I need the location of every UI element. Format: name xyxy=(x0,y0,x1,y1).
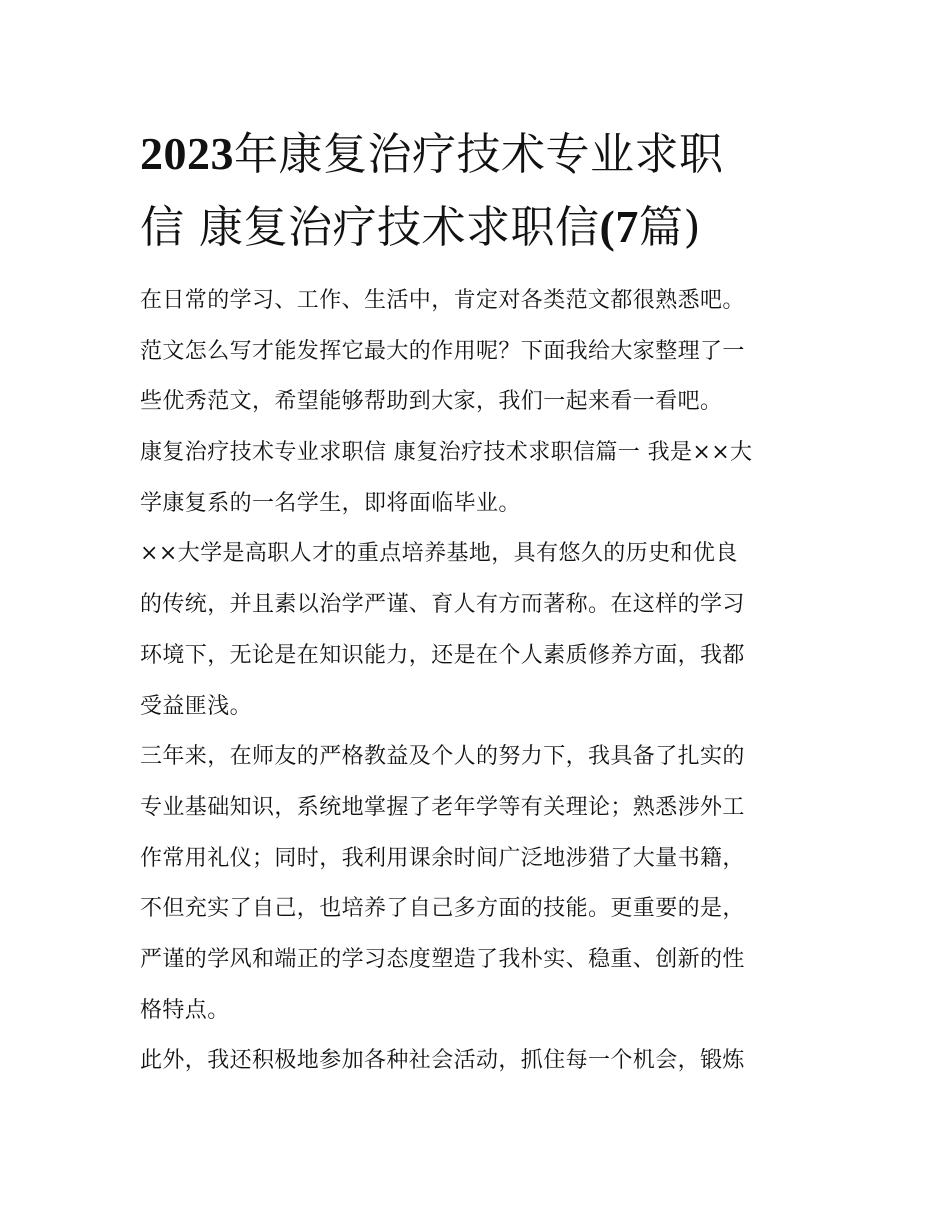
title-count: (7 xyxy=(599,201,639,252)
body-line: 专业基础知识，系统地掌握了老年学等有关理论；熟悉涉外工 xyxy=(140,794,745,820)
body-line: 康复治疗技术专业求职信 康复治疗技术求职信篇一 我是××大 xyxy=(140,440,753,466)
title-line2-tail: 篇) xyxy=(638,202,701,253)
body-line: 学康复系的一名学生，即将面临毕业。 xyxy=(140,490,521,516)
body-line: 格特点。 xyxy=(140,997,230,1023)
body-line: 的传统，并且素以治学严谨、育人有方而著称。在这样的学习 xyxy=(140,592,745,618)
document-title xyxy=(140,118,820,264)
body-line: 些优秀范文，希望能够帮助到大家，我们一起来看一看吧。 xyxy=(140,389,723,415)
body-line: 不但充实了自己，也培养了自己多方面的技能。更重要的是， xyxy=(140,896,745,922)
body-line: ××大学是高职人才的重点培养基地，具有悠久的历史和优良 xyxy=(140,541,738,567)
body-line: 三年来，在师友的严格教益及个人的努力下，我具备了扎实的 xyxy=(140,744,745,770)
title-year: 2023 xyxy=(140,128,234,179)
title-line1-text: 年康复治疗技术专业求职 xyxy=(234,129,724,180)
body-line: 范文怎么写才能发挥它最大的作用呢？下面我给大家整理了一 xyxy=(140,338,745,364)
body-line: 此外，我还积极地参加各种社会活动，抓住每一个机会，锻炼 xyxy=(140,1048,745,1074)
body-line: 严谨的学风和端正的学习态度塑造了我朴实、稳重、创新的性 xyxy=(140,946,745,972)
body-line: 在日常的学习、工作、生活中，肯定对各类范文都很熟悉吧。 xyxy=(140,288,745,313)
body-line: 环境下，无论是在知识能力，还是在个人素质修养方面，我都 xyxy=(140,642,745,668)
title-line2-text: 信 康复治疗技术求职信 xyxy=(140,202,600,253)
body-line: 受益匪浅。 xyxy=(140,693,253,719)
body-line: 作常用礼仪；同时，我利用课余时间广泛地涉猎了大量书籍， xyxy=(140,845,745,871)
document-body xyxy=(140,276,816,1087)
